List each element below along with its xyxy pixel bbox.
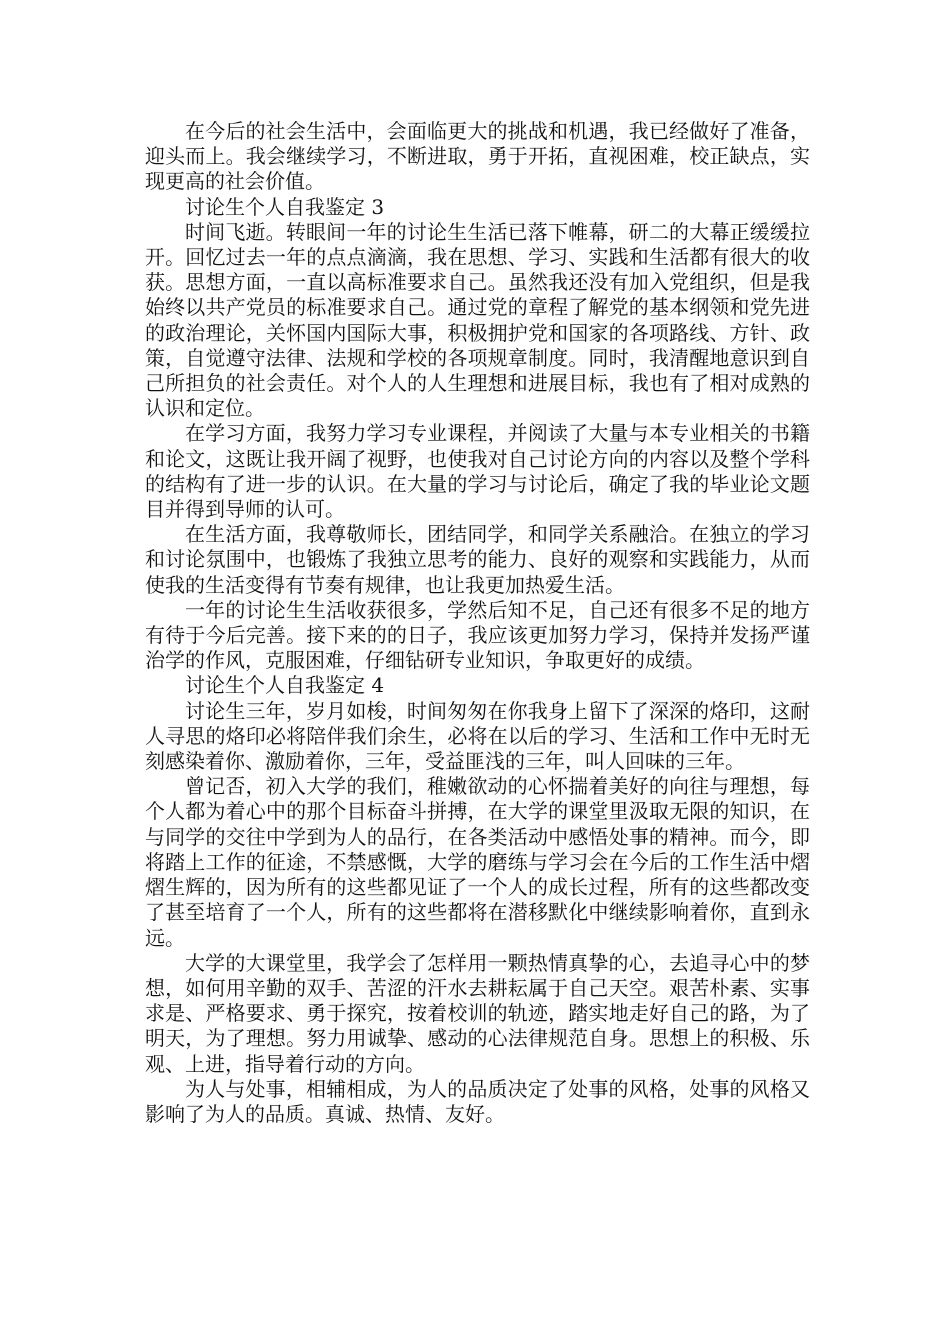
section-heading: 讨论生个人自我鉴定 4 [185,673,385,698]
paragraph: 在学习方面，我努力学习专业课程，并阅读了大量与本专业相关的书籍和论文，这既让我开阔了视野，也使我对自己讨论方向的内容以及整个学科的结构有了进一步的认识。在大量的学习与讨论后，确定了我的毕业论文题目并得到导师的认可。 [145,421,810,522]
paragraph: 一年的讨论生生活收获很多，学然后知不足，自己还有很多不足的地方有待于今后完善。接下来的的日子，我应该更加努力学习，保持并发扬严谨治学的作风，克服困难，仔细钻研专业知识，争取更好的成绩。 [145,597,810,673]
paragraph: 大学的大课堂里，我学会了怎样用一颗热情真挚的心，去追寻心中的梦想，如何用辛勤的双手、苦涩的汗水去耕耘属于自己天空。艰苦朴素、实事求是、严格要求、勇于探究，按着校训的轨迹，踏实地走好自己的路，为了明天，为了理想。努力用诚挚、感动的心法律规范自身。思想上的积极、乐观、上进，指导着行动的方向。 [145,950,810,1076]
paragraph: 为人与处事，相辅相成，为人的品质决定了处事的风格，处事的风格又影响了为人的品质。真诚、热情、友好。 [145,1076,810,1126]
paragraph: 曾记否，初入大学的我们，稚嫩欲动的心怀揣着美好的向往与理想，每个人都为着心中的那个目标奋斗拼搏，在大学的课堂里汲取无限的知识，在与同学的交往中学到为人的品行，在各类活动中感悟处事的精神。而今，即将踏上工作的征途，不禁感慨，大学的磨练与学习会在今后的工作生活中熠熠生辉的，因为所有的这些都见证了一个人的成长过程，所有的这些都改变了甚至培育了一个人，所有的这些都将在潜移默化中继续影响着你，直到永远。 [145,774,810,950]
paragraph: 在生活方面，我尊敬师长，团结同学，和同学关系融洽。在独立的学习和讨论氛围中，也锻炼了我独立思考的能力、良好的观察和实践能力，从而使我的生活变得有节奏有规律，也让我更加热爱生活。 [145,522,810,597]
paragraph: 在今后的社会生活中，会面临更大的挑战和机遇，我已经做好了准备，迎头而上。我会继续学习，不断进取，勇于开拓，直视困难，校正缺点，实现更高的社会价值。 [145,119,810,194]
paragraph: 讨论生三年，岁月如梭，时间匆匆在你我身上留下了深深的烙印，这耐人寻思的烙印必将陪伴我们余生，必将在以后的学习、生活和工作中无时无刻感染着你、激励着你，三年，受益匪浅的三年，叫人回味的三年。 [145,698,810,774]
paragraph: 时间飞逝。转眼间一年的讨论生生活已落下帷幕，研二的大幕正缓缓拉开。回忆过去一年的点点滴滴，我在思想、学习、实践和生活都有很大的收获。思想方面，一直以高标准要求自己。虽然我还没有加入党组织，但是我始终以共产党员的标准要求自己。通过党的章程了解党的基本纲领和党先进的政治理论，关怀国内国际大事，积极拥护党和国家的各项路线、方针、政策，自觉遵守法律、法规和学校的各项规章制度。同时，我清醒地意识到自己所担负的社会责任。对个人的人生理想和进展目标，我也有了相对成熟的认识和定位。 [145,219,810,421]
section-heading: 讨论生个人自我鉴定 3 [185,194,385,219]
document-body [145,119,810,1127]
